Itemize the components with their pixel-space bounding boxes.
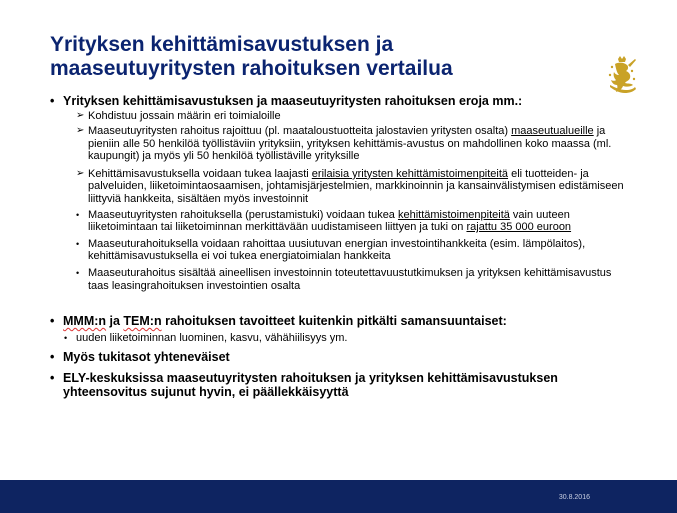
goals-text: rahoituksen tavoitteet kuitenkin pitkälti samansuuntaiset: [161, 314, 507, 329]
bullet-icon: • [50, 370, 55, 385]
difference-4-text-mid: vain uuteen liiketoimintaan tai liiketoiminnan merkittävään uudistamiseen liittyen ja tuki on [88, 208, 570, 234]
list-item [50, 209, 630, 234]
list-item [50, 332, 630, 345]
list-item [50, 267, 630, 292]
goals-tem: TEM:n [123, 314, 162, 329]
bullet-ely [50, 371, 630, 400]
slide-content [50, 94, 630, 400]
arrow-bullet-icon: ➢ [76, 109, 85, 121]
arrow-bullet-icon: ➢ [76, 167, 85, 179]
bullet-icon: • [50, 314, 55, 329]
difference-4-underlined: kehittämistoimenpiteitä [397, 208, 510, 221]
difference-1-text: Kohdistuu jossain määrin eri toimialoille [88, 109, 281, 122]
list-item [50, 238, 630, 263]
dot-bullet-icon: • [64, 332, 68, 343]
difference-4-underlined-amount: rajattu 35 000 euroon [466, 221, 572, 234]
bullet-icon: • [50, 94, 55, 108]
bullet-goals [50, 314, 630, 329]
arrow-bullet-icon: ➢ [76, 125, 85, 137]
ely-text: ELY-keskuksissa maaseutuyritysten rahoituksen ja yrityksen kehittämisavustuksen yhteensovitus sujunut hyvin, ei päällekkäisyyttä [63, 370, 558, 400]
bullet-icon: • [50, 350, 55, 365]
bullet-support [50, 350, 630, 365]
bullet-differences [50, 94, 630, 109]
difference-6-text: Maaseuturahoitus sisältää aineellisen investoinnin toteutettavuustutkimuksen ja yrityksen kehittämisavustus taas leasingrahoituksen investointien osalta [88, 267, 612, 292]
difference-2-text: Maaseutuyritysten rahoitus rajoittuu (pl. maataloustuotteita jalostavien yritysten osalta) [88, 125, 512, 138]
list-item [50, 110, 630, 123]
title-line-1: Yrityksen kehittämisavustuksen ja [50, 33, 394, 56]
differences-heading: Yrityksen kehittämisavustuksen ja maaseutuyritysten rahoituksen eroja mm.: [63, 94, 523, 108]
support-text: Myös tukitasot yhteneväiset [63, 350, 230, 365]
difference-5-text: Maaseuturahoituksella voidaan rahoittaa uusiutuvan energian investointihankkeita (esim. lämpölaitos), kehittämisavustuksella ei voi tukea energiatoimialan hankkeita [88, 237, 586, 263]
finnish-lion-crest-icon [604, 55, 640, 99]
dot-bullet-icon: • [76, 238, 80, 249]
title-line-2: maaseutuyritysten rahoituksen vertailua [50, 57, 453, 80]
slide-title [50, 33, 610, 81]
footer-date: 30.8.2016 [558, 494, 590, 501]
list-item [50, 125, 630, 163]
difference-3-text-end: eli tuotteiden- ja palveluiden, liiketoimintaosaamisen, johtamisjärjestelmien, markkinoinnin ja kansainvälistymisen edistämiseen liittyviä hankkeita, sisältäen myös investoinnit [88, 167, 624, 206]
differences-list [50, 110, 630, 293]
difference-4-text: Maaseutuyritysten rahoituksella (perustamistuki) voidaan tukea [88, 208, 398, 221]
difference-3-text: Kehittämisavustuksella voidaan tukea laajasti [88, 167, 312, 180]
list-item [50, 168, 630, 206]
dot-bullet-icon: • [76, 209, 80, 220]
difference-2-underlined: maaseutualueille [511, 125, 594, 138]
difference-3-underlined: erilaisia yritysten kehittämistoimenpiteitä [311, 167, 509, 180]
goals-sub-text: uuden liiketoiminnan luominen, kasvu, vähähiilisyys ym. [76, 331, 348, 344]
dot-bullet-icon: • [76, 268, 80, 279]
difference-2-text-end: ja pieniin alle 50 henkilöä työllistäviin yrityksiin, yrityksen kehittämis-avustus on mahdollinen koko maassa (ml. kaupungit) ja myös yli 50 henkilöä työllistäville yrityksille [88, 125, 612, 163]
footer-bar [0, 480, 677, 513]
goals-mmm: MMM:n [63, 314, 107, 329]
goals-and: ja [106, 314, 124, 329]
